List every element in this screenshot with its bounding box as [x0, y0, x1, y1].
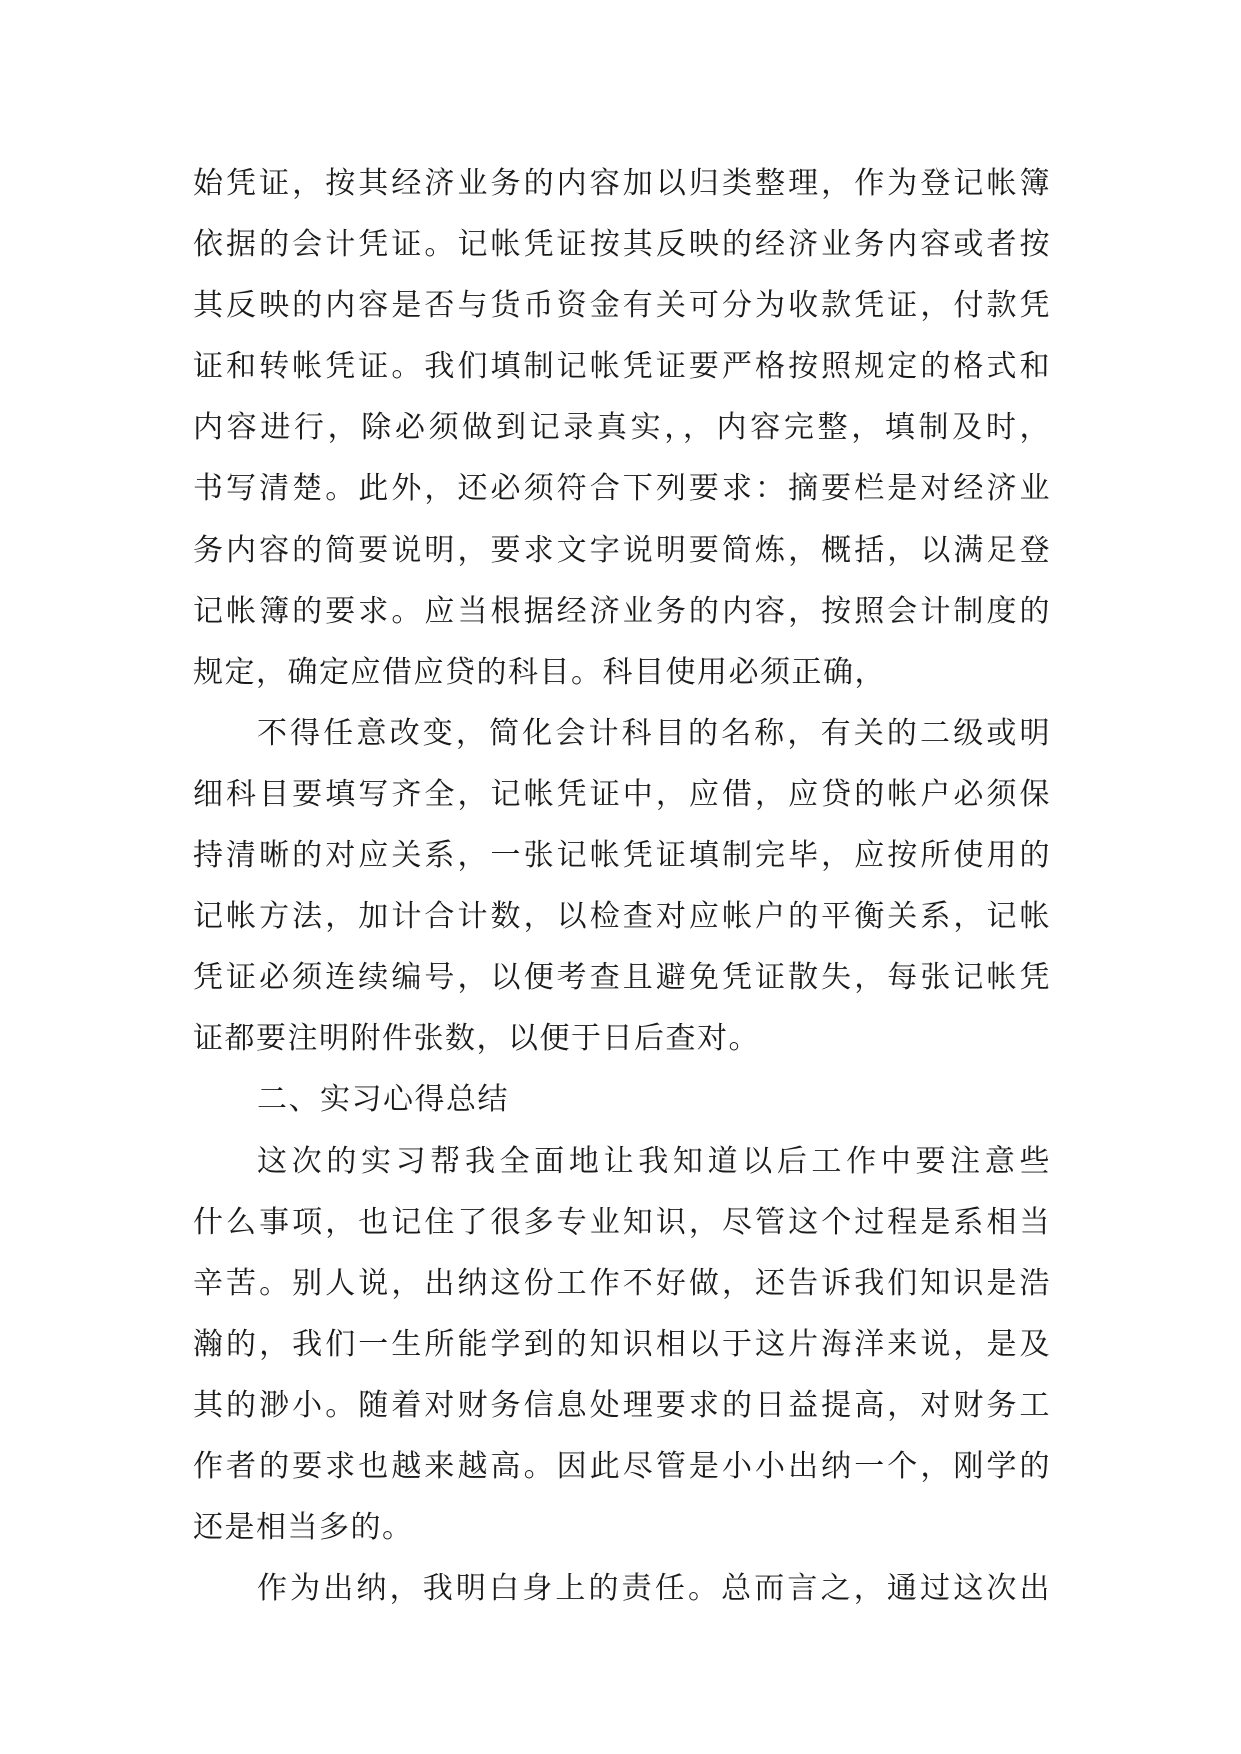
text-line: 作为出纳，我明白身上的责任。总而言之，通过这次出 — [257, 1571, 1051, 1607]
paragraph-voucher-requirements — [193, 153, 1051, 703]
heading-internship-summary: 二、实习心得总结 — [257, 1082, 509, 1118]
text-line: 这次的实习帮我全面地让我知道以后工作中要注意些 — [257, 1143, 1051, 1179]
text-line: 书写清楚。此外，还必须符合下列要求：摘要栏是对经济业 — [193, 471, 1051, 507]
text-line: 持清晰的对应关系，一张记帐凭证填制完毕，应按所使用的 — [193, 838, 1051, 874]
text-line: 记帐方法，加计合计数，以检查对应帐户的平衡关系，记帐 — [193, 899, 1051, 935]
text-line: 辛苦。别人说，出纳这份工作不好做，还告诉我们知识是浩 — [193, 1265, 1051, 1301]
text-line: 规定，确定应借应贷的科目。科目使用必须正确， — [193, 654, 886, 690]
text-line: 证都要注明附件张数，以便于日后查对。 — [193, 1021, 760, 1057]
text-line: 记帐簿的要求。应当根据经济业务的内容，按照会计制度的 — [193, 593, 1051, 629]
text-line: 不得任意改变，简化会计科目的名称，有关的二级或明 — [257, 715, 1051, 751]
text-line: 证和转帐凭证。我们填制记帐凭证要严格按照规定的格式和 — [193, 349, 1051, 385]
section-heading — [193, 1069, 1051, 1130]
text-line: 始凭证，按其经济业务的内容加以归类整理，作为登记帐簿 — [193, 166, 1051, 201]
text-line: 瀚的，我们一生所能学到的知识相以于这片海洋来说，是及 — [193, 1326, 1051, 1362]
text-line: 什么事项，也记住了很多专业知识，尽管这个过程是系相当 — [193, 1204, 1051, 1240]
text-line: 还是相当多的。 — [193, 1510, 414, 1546]
document-body — [193, 153, 1051, 1619]
text-line: 细科目要填写齐全，记帐凭证中，应借，应贷的帐户必须保 — [193, 776, 1051, 812]
paragraph-cashier-responsibility — [193, 1558, 1051, 1619]
paragraph-internship-reflection — [193, 1131, 1051, 1559]
text-line: 其的渺小。随着对财务信息处理要求的日益提高，对财务工 — [193, 1387, 1051, 1423]
text-line: 内容进行，除必须做到记录真实，，内容完整，填制及时， — [193, 410, 1051, 446]
text-line: 作者的要求也越来越高。因此尽管是小小出纳一个，刚学的 — [193, 1448, 1051, 1484]
text-line: 凭证必须连续编号，以便考查且避免凭证散失，每张记帐凭 — [193, 960, 1051, 996]
text-line: 其反映的内容是否与货币资金有关可分为收款凭证，付款凭 — [193, 288, 1051, 324]
text-line: 务内容的简要说明，要求文字说明要简炼，概括，以满足登 — [193, 532, 1051, 568]
text-line: 依据的会计凭证。记帐凭证按其反映的经济业务内容或者按 — [193, 227, 1051, 263]
paragraph-account-rules — [193, 703, 1051, 1070]
